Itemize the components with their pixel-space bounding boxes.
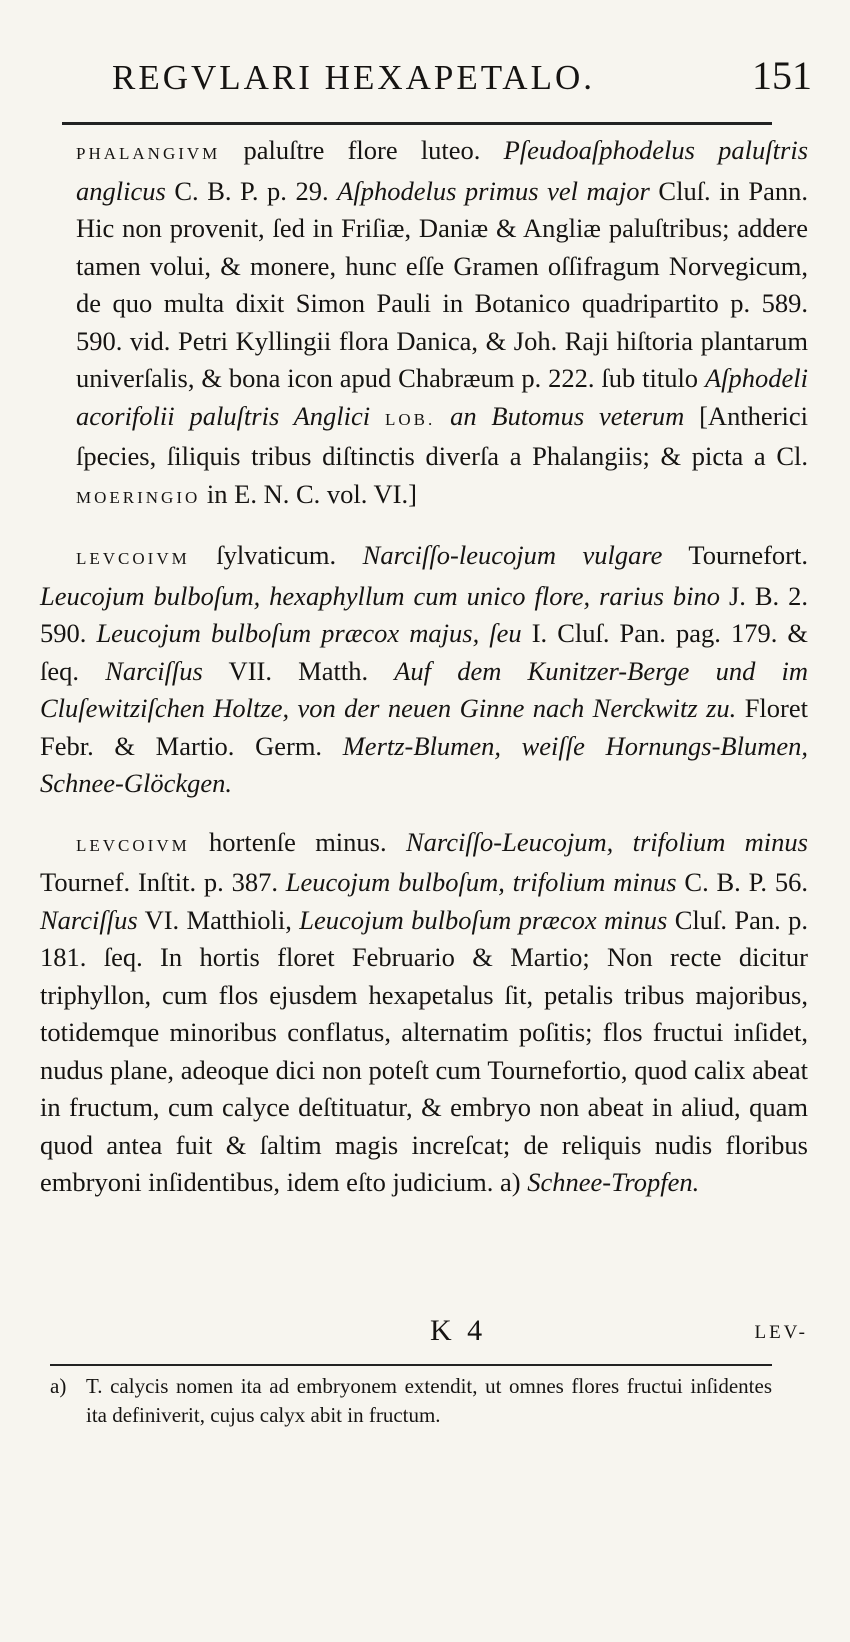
entry-heading: LEVCOIVM bbox=[76, 549, 190, 568]
text-run: C. B. P. p. 29. bbox=[165, 175, 338, 206]
paragraph-phalangium bbox=[40, 132, 808, 516]
text-run: paluſtre flore luteo. bbox=[220, 135, 504, 165]
italic-run: Narciſſo-Leucojum, trifolium minus bbox=[405, 826, 808, 857]
footnote-mark: a) bbox=[50, 1374, 67, 1398]
italic-run: Pſeudoaſphodelus paluſtris anglicus bbox=[76, 135, 809, 206]
italic-run: Narciſſo-leucojum vulgare bbox=[362, 540, 663, 570]
header-rule bbox=[62, 122, 772, 125]
footnote-rule bbox=[50, 1364, 772, 1366]
italic-run: Leucojum bulboſum, hexaphyllum cum unico flore, rarius bino bbox=[40, 580, 720, 611]
italic-run: Schnee-Tropfen. bbox=[527, 1167, 700, 1197]
footnote-text: T. calycis nomen ita ad embryonem extendit, ut omnes flores fructui inſidentes ita definiverit, cujus calyx abit in fructum. bbox=[86, 1374, 772, 1427]
text-run: Tournef. Inſtit. p. 387. bbox=[40, 867, 286, 897]
italic-run: Leucojum bulboſum præcox majus, ſeu bbox=[96, 618, 522, 648]
italic-run: an Butomus veterum bbox=[450, 400, 685, 431]
text-run: J. B. 2. 590. bbox=[40, 580, 808, 648]
text-run: VI. Matthioli, bbox=[137, 904, 300, 935]
text-run: Tournefort. bbox=[662, 540, 808, 570]
italic-run: Auf dem Kunitzer-Berge und im Cluſewitziſchen Holtze, von der neuen Ginne nach Nerckwitz zu. bbox=[40, 655, 809, 723]
text-run: I. Cluſ. Pan. pag. 179. & ſeq. bbox=[40, 618, 808, 686]
text-run: in E. N. C. vol. VI.] bbox=[200, 478, 417, 509]
paragraph-leucoium-sylvaticum bbox=[40, 537, 808, 803]
signature-mark: K 4 bbox=[430, 1314, 487, 1347]
signature-row bbox=[40, 1314, 808, 1354]
text-run: VII. Matth. bbox=[202, 655, 395, 686]
italic-run: Aſphodelus primus vel major bbox=[337, 175, 650, 206]
paragraph-leucoium-hortense bbox=[40, 824, 808, 1202]
footnote bbox=[50, 1372, 772, 1430]
entry-heading: PHALANGIVM bbox=[76, 144, 221, 163]
catchword: LEV- bbox=[754, 1322, 808, 1343]
italic-run: Leucojum bulboſum, trifolium minus bbox=[285, 867, 677, 897]
text-run: Cluſ. in Pann. Hic non provenit, ſed in Friſiæ, Daniæ & Angliæ paluſtribus; addere tamen volui, & monere, hunc eſſe Gramen oſſifragum Norvegicum, de quo multa dixit Simon Pauli in Botanico quadripartito p. 589. 590. vid. Petri Kyllingii flora Danica, & Joh. Raji hiſtoria plantarum univerſalis, & bona icon apud Chabræum p. 222. ſub titulo bbox=[76, 175, 809, 393]
main-text bbox=[40, 132, 808, 1202]
page-header bbox=[112, 52, 812, 99]
italic-run: Leucojum bulboſum præcox minus bbox=[299, 904, 668, 935]
footnote-ref: a) bbox=[500, 1167, 528, 1197]
text-run: Floret Febr. & Martio. Germ. bbox=[40, 693, 808, 761]
text-run: [Antherici ſpecies, ſiliquis tribus diſtinctis diverſa a Phalangiis; & picta a Cl. bbox=[76, 400, 809, 471]
running-title: REGVLARI HEXAPETALO. bbox=[112, 58, 595, 97]
author-name: MOERINGIO bbox=[76, 487, 201, 507]
text-run: ſylvaticum. bbox=[189, 540, 363, 570]
italic-run: Narciſſus bbox=[40, 904, 138, 935]
italic-run: Aſphodeli acorifolii paluſtris Anglici bbox=[76, 363, 808, 431]
text-run: hortenſe minus. bbox=[189, 826, 406, 857]
author-abbrev: LOB. bbox=[384, 409, 436, 429]
page-number: 151 bbox=[752, 53, 812, 98]
italic-run: Narciſſus bbox=[105, 655, 203, 686]
text-run: Cluſ. Pan. p. 181. ſeq. In hortis floret Februario & Martio; Non recte dicitur triphyllon, cum flos ejusdem hexapetalus ſit, petalis tribus majoribus, totidemque minoribus conflatus, alternatim poſitis; flos fructui inſidet, nudus plane, adeoque dici non poteſt cum Tournefortio, quod calix abeat in fructum, cum calyce deſtituatur, & embryo non abeat in aliud, quam quod antea fuit & ſaltim magis increſcat; de reliquis nudis floribus embryoni inſidentibus, idem eſto judicium. bbox=[40, 904, 808, 1197]
italic-run: Mertz-Blumen, weiſſe Hornungs-Blumen, Schnee-Glöckgen. bbox=[40, 730, 808, 798]
text-run: C. B. P. 56. bbox=[676, 867, 808, 897]
entry-heading: LEVCOIVM bbox=[76, 835, 190, 855]
